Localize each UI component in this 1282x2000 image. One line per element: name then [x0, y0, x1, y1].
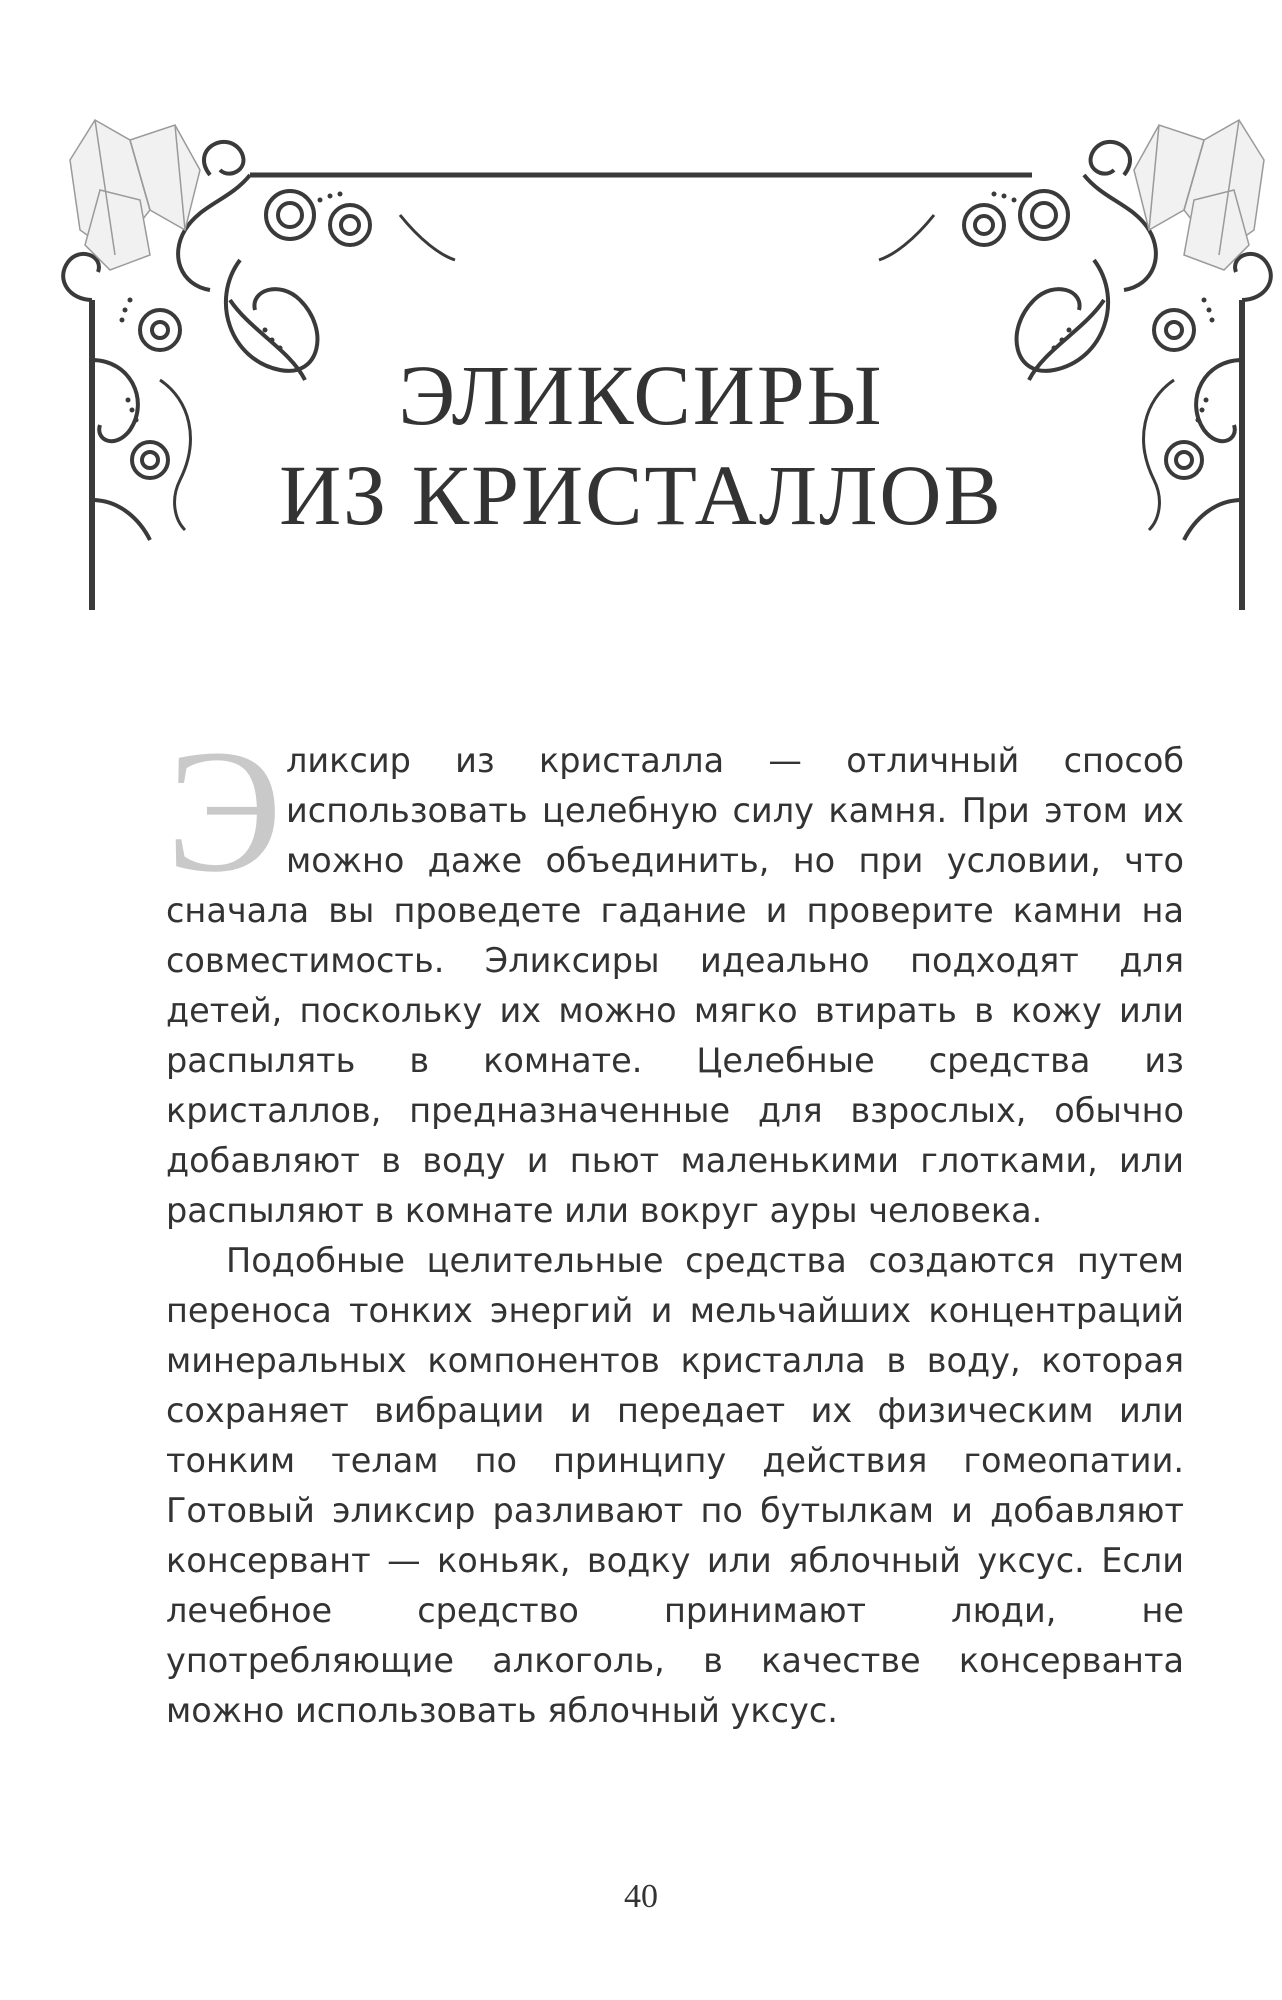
chapter-title — [200, 345, 1082, 545]
drop-cap: Э — [166, 714, 283, 909]
right-crystal-cluster — [1134, 120, 1264, 270]
chapter-title-line-1: ЭЛИКСИРЫ — [398, 347, 884, 443]
page-number: 40 — [624, 1878, 658, 1915]
paragraph-1 — [166, 714, 1184, 1236]
paragraph-1-text: ликсир из кристалла — отличный способ использовать целебную силу камня. При этом их можно даже объединить, но при условии, что сначала вы проведете гадание и проверите камни на совместимость. Эликсиры идеально подходят для детей, поскольку их можно мягко втирать в кожу или распылять в комнате. Целебные средства из кристаллов, предназначенные для взрослых, обычно добавляют в воду и пьют маленькими глотками, или распыляют в комнате или вокруг ауры человека. — [166, 741, 1184, 1230]
left-crystal-cluster — [70, 120, 200, 270]
paragraph-2: Подобные целительные средства создаются путем переноса тонких энергий и мельчайших концентраций минеральных компонентов кристалла в воду, которая сохраняет вибрации и передает их физическим или тонким телам по принципу действия гомеопатии. Готовый эликсир разливают по бутылкам и добавляют консервант — коньяк, водку или яблочный уксус. Если лечебное средство принимают люди, не употребляющие алкоголь, в качестве консерванта можно использовать яблочный уксус. — [166, 1241, 1184, 1730]
chapter-title-line-2: ИЗ КРИСТАЛЛОВ — [279, 447, 1003, 543]
body-text — [166, 714, 1184, 1736]
